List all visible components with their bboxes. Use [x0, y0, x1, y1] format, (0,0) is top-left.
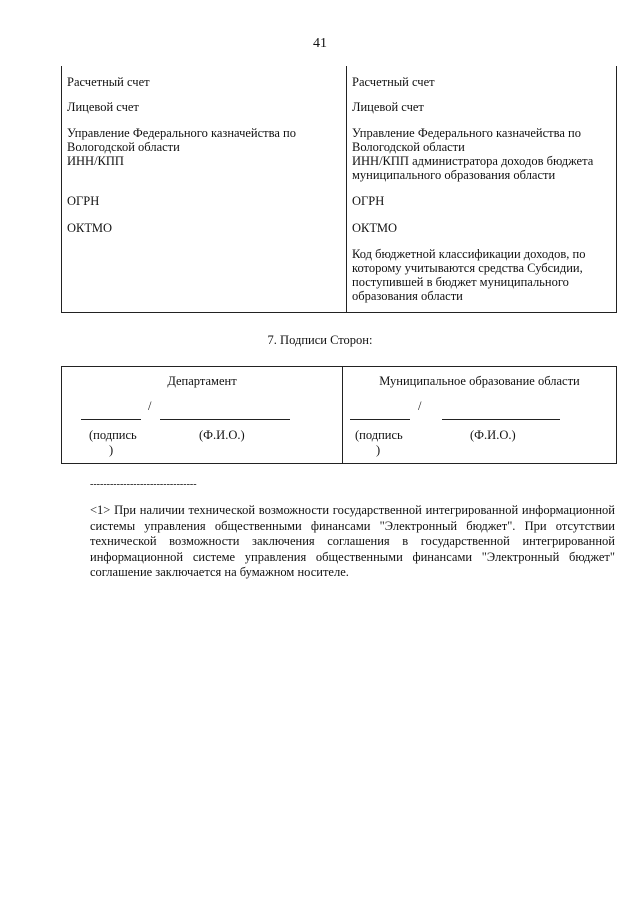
left-inn-kpp: ИНН/КПП: [67, 154, 124, 168]
left-settlement-account: Расчетный счет: [67, 75, 150, 89]
footnote-text: <1> При наличии технической возможности государственной интегрированной информационной системы управления общественными финансами "Электронный бюджет". При отсутствии технической возможности заключения соглашения в государственной интегрированной информационной системе управления общественными финансами "Электронный бюджет" соглашение заключается на бумажном носителе.: [90, 503, 615, 579]
party-name-department: Департамент: [167, 374, 237, 388]
right-treasury-line1: Управление Федерального казначейства по: [352, 126, 581, 140]
left-treasury-line2: Вологодской области: [67, 140, 180, 154]
signature-label-paren: ): [109, 443, 114, 457]
signatures-title: 7. Подписи Сторон:: [267, 333, 373, 347]
right-oktmo: ОКТМО: [352, 221, 397, 235]
footnote-separator: --------------------------------: [90, 479, 197, 490]
name-line: [160, 419, 290, 420]
left-treasury-line1: Управление Федерального казначейства по: [67, 126, 296, 140]
footnote: [61, 503, 615, 581]
signature-block-department: [62, 367, 342, 463]
right-inn-kpp-line1: ИНН/КПП администратора доходов бюджета: [352, 154, 594, 168]
requisites-column-divider: [346, 66, 347, 312]
right-personal-account: Лицевой счет: [352, 100, 424, 114]
name-label: (Ф.И.О.): [470, 428, 516, 442]
right-ogrn: ОГРН: [352, 194, 385, 208]
signatures-table: [61, 366, 617, 464]
requisites-table: [61, 66, 617, 313]
signature-slash: /: [418, 399, 422, 413]
right-inn-kpp-line2: муниципального образования области: [352, 168, 556, 182]
signature-label-paren: ): [376, 443, 381, 457]
left-personal-account: Лицевой счет: [67, 100, 139, 114]
left-oktmo: ОКТМО: [67, 221, 112, 235]
signature-label: (подпись: [355, 428, 403, 442]
name-label: (Ф.И.О.): [199, 428, 245, 442]
signature-label: (подпись: [89, 428, 137, 442]
right-settlement-account: Расчетный счет: [352, 75, 435, 89]
signature-line: [81, 419, 141, 420]
right-kbk-line3: поступившей в бюджет муниципального: [352, 275, 569, 289]
left-ogrn: ОГРН: [67, 194, 100, 208]
signature-block-municipality: [343, 367, 616, 463]
party-name-municipality: Муниципальное образование области: [379, 374, 580, 388]
right-kbk-line2: которому учитываются средства Субсидии,: [352, 261, 583, 275]
right-kbk-line4: образования области: [352, 289, 463, 303]
right-kbk-line1: Код бюджетной классификации доходов, по: [352, 247, 586, 261]
signature-slash: /: [148, 399, 152, 413]
signature-line: [350, 419, 410, 420]
page-number: 41: [313, 36, 327, 51]
right-treasury-line2: Вологодской области: [352, 140, 465, 154]
name-line: [442, 419, 560, 420]
